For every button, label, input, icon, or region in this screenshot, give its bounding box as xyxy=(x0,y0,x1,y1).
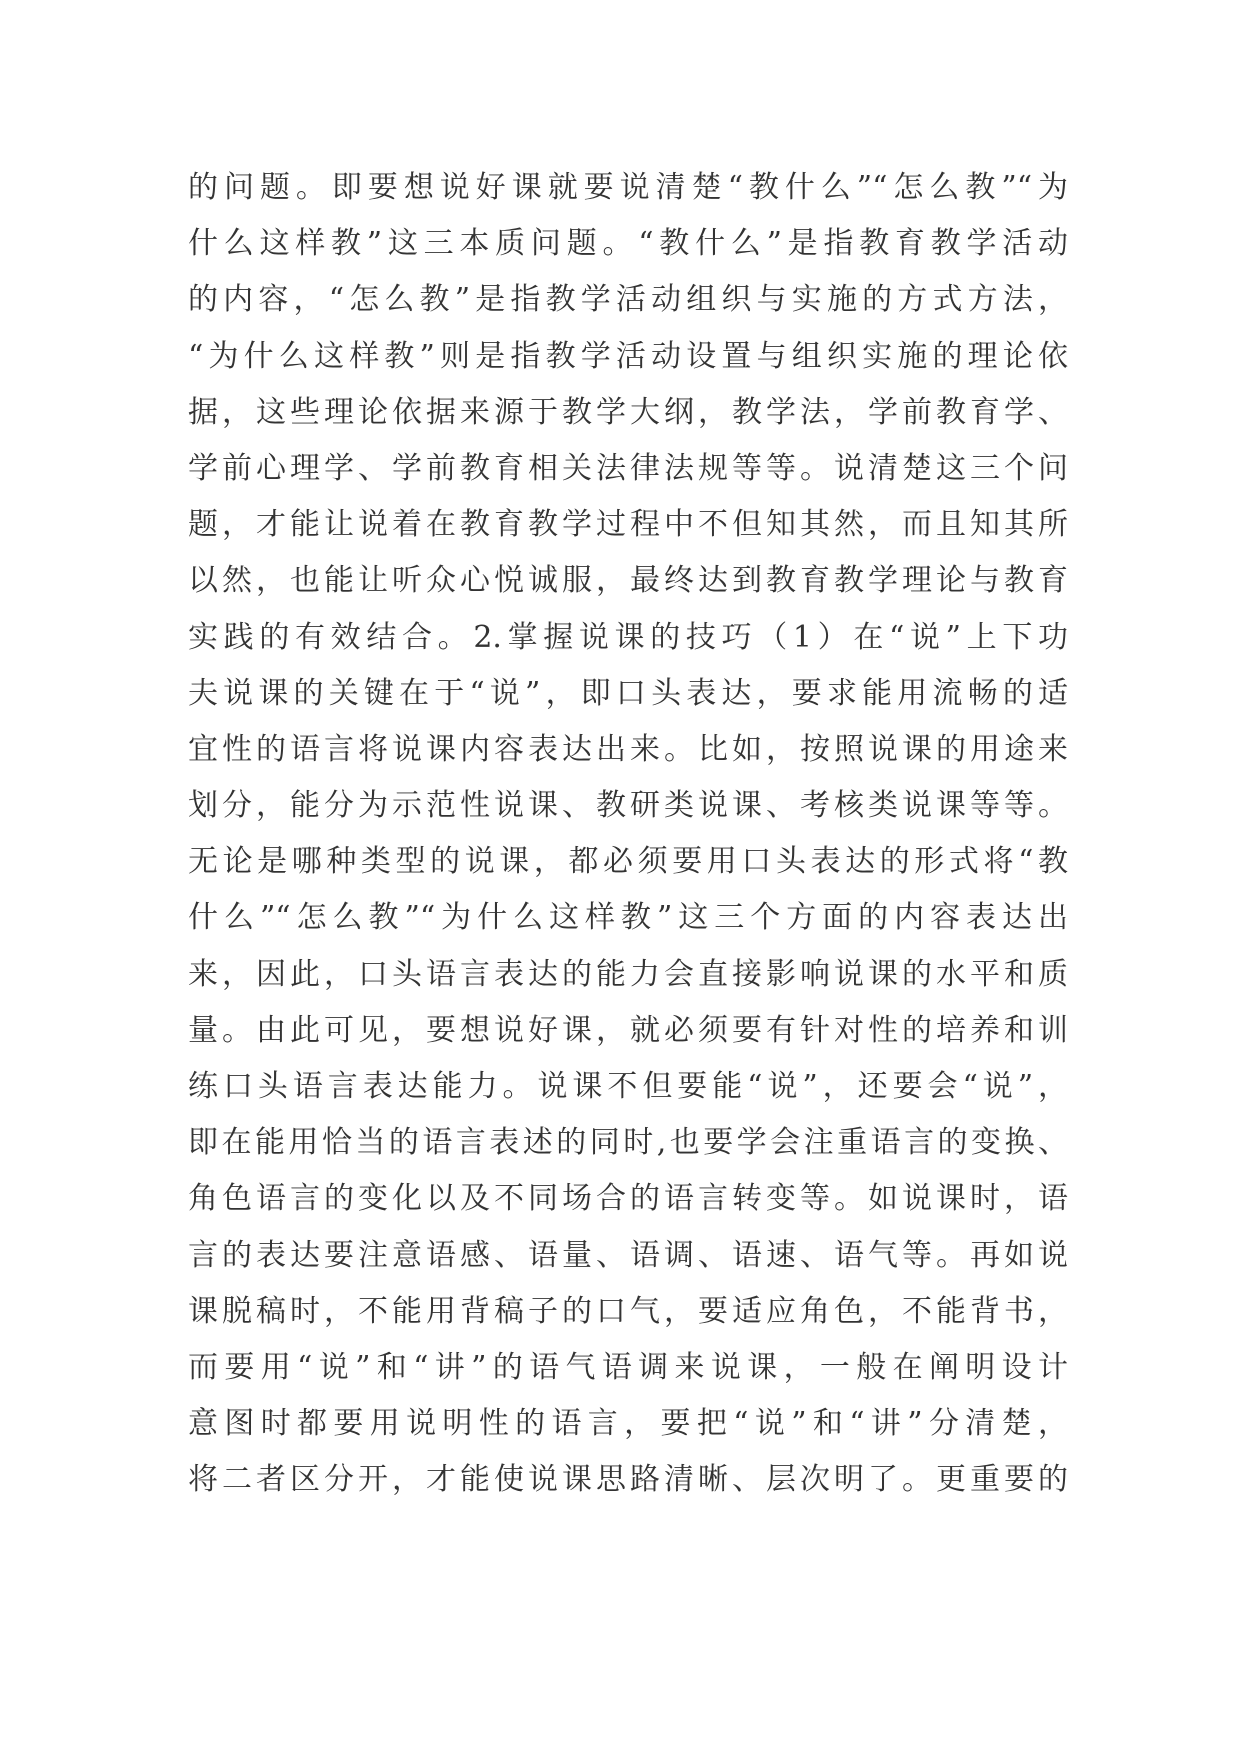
text-line: 无论是哪种类型的说课，都必须要用口头表达的形式将“教 xyxy=(188,844,1068,880)
text-line: 即在能用恰当的语言表述的同时,也要学会注重语言的变换、 xyxy=(188,1125,1068,1161)
text-line: 角色语言的变化以及不同场合的语言转变等。如说课时，语 xyxy=(188,1181,1068,1217)
text-line: 量。由此可见，要想说好课，就必须要有针对性的培养和训 xyxy=(188,1012,1068,1048)
text-line: 学前心理学、学前教育相关法律法规等等。说清楚这三个问 xyxy=(188,450,1068,486)
text-line: 来，因此，口头语言表达的能力会直接影响说课的水平和质 xyxy=(188,956,1068,992)
text-line: 以然，也能让听众心悦诚服，最终达到教育教学理论与教育 xyxy=(188,563,1068,599)
text-line: 将二者区分开，才能使说课思路清晰、层次明了。更重要的 xyxy=(188,1462,1068,1498)
text-line: “为什么这样教”则是指教学活动设置与组织实施的理论依 xyxy=(188,338,1068,374)
text-line: 据，这些理论依据来源于教学大纲，教学法，学前教育学、 xyxy=(188,394,1068,430)
text-line: 而要用“说”和“讲”的语气语调来说课，一般在阐明设计 xyxy=(188,1349,1068,1385)
text-line: 什么”“怎么教”“为什么这样教”这三个方面的内容表达出 xyxy=(188,900,1068,936)
text-line: 课脱稿时，不能用背稿子的口气，要适应角色，不能背书， xyxy=(188,1293,1068,1329)
text-line: 实践的有效结合。2.掌握说课的技巧（1）在“说”上下功 xyxy=(188,619,1068,655)
text-line: 宜性的语言将说课内容表达出来。比如，按照说课的用途来 xyxy=(188,731,1068,767)
text-line: 题，才能让说着在教育教学过程中不但知其然，而且知其所 xyxy=(188,507,1068,543)
text-line: 夫说课的关键在于“说”，即口头表达，要求能用流畅的适 xyxy=(188,675,1068,711)
text-line: 言的表达要注意语感、语量、语调、语速、语气等。再如说 xyxy=(188,1237,1068,1273)
text-line: 练口头语言表达能力。说课不但要能“说”，还要会“说”， xyxy=(188,1069,1068,1104)
text-line: 划分，能分为示范性说课、教研类说课、考核类说课等等。 xyxy=(188,788,1068,824)
text-line: 什么这样教”这三本质问题。“教什么”是指教育教学活动 xyxy=(188,226,1068,262)
text-line: 的问题。即要想说好课就要说清楚“教什么”“怎么教”“为 xyxy=(188,170,1068,205)
body-text xyxy=(188,160,1068,1509)
text-line: 意图时都要用说明性的语言，要把“说”和“讲”分清楚， xyxy=(188,1406,1068,1442)
text-line: 的内容，“怎么教”是指教学活动组织与实施的方式方法， xyxy=(188,282,1068,318)
